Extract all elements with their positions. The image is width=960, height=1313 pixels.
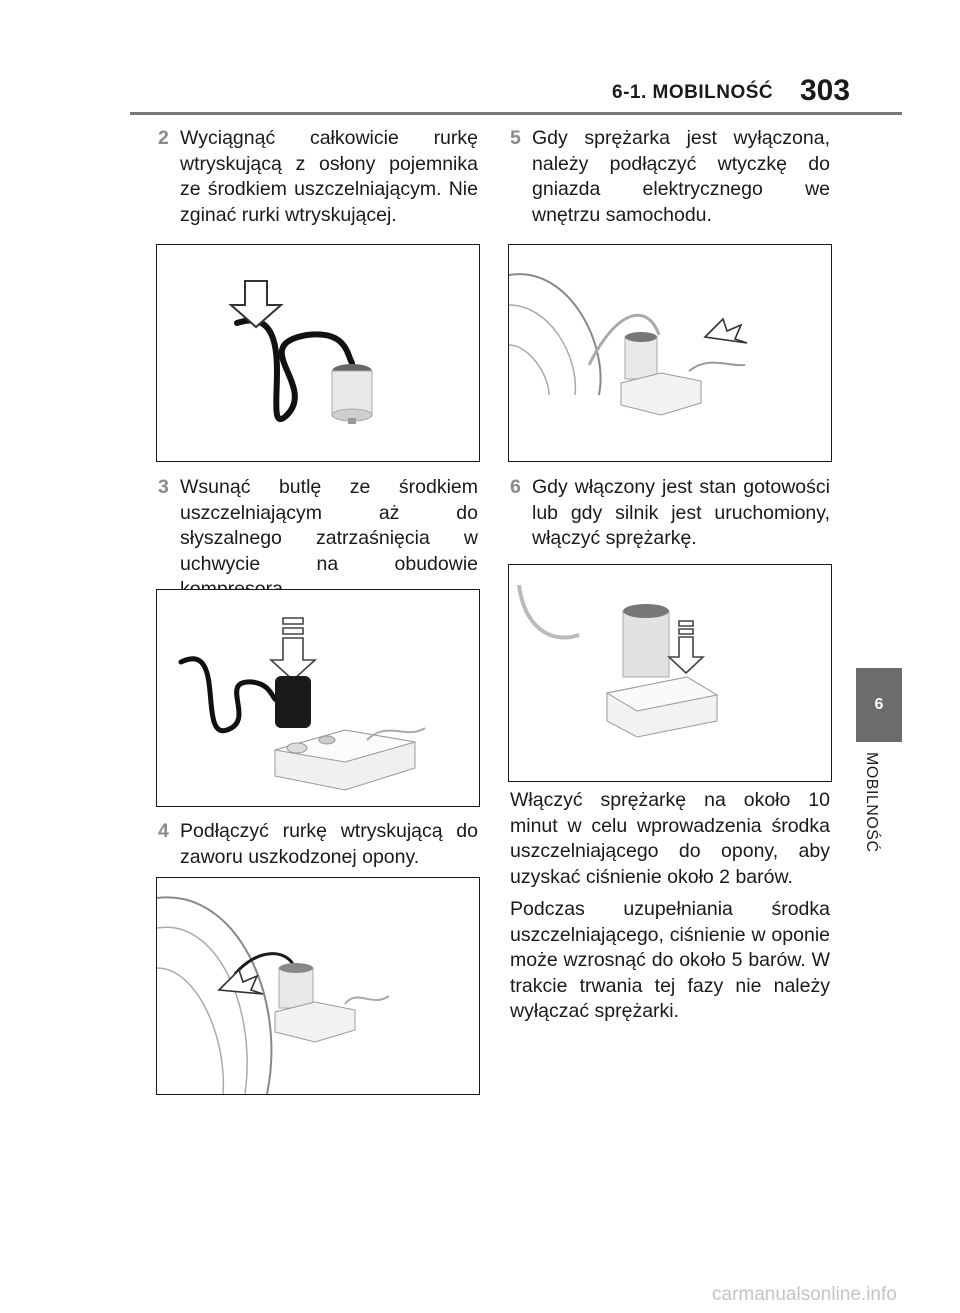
hose-bottle-illustration — [157, 245, 479, 461]
figure-insert-bottle — [156, 589, 480, 807]
figure-injection-hose — [156, 244, 480, 462]
chapter-number: 6 — [874, 696, 884, 713]
bottle-compressor-illustration — [157, 590, 479, 806]
step-number: 5 — [510, 127, 521, 149]
step-text: Wyciągnąć całkowicie rurkę wtryskującą z osłony pojemnika ze środkiem uszczelniającym. Nie zginać rurki wtryskującej. — [180, 127, 478, 226]
compressor-switch-illustration — [509, 565, 831, 781]
step-number: 4 — [158, 820, 169, 842]
step-3 — [158, 475, 478, 603]
step-number: 3 — [158, 476, 169, 498]
step-text: Podłączyć rurkę wtryskującą do zaworu uszkodzonej opony. — [180, 820, 478, 868]
step-6 — [510, 475, 830, 552]
step-5 — [510, 126, 830, 228]
header-divider — [130, 112, 902, 115]
page-number: 303 — [800, 74, 851, 107]
compressor-plug-illustration — [509, 245, 831, 461]
section-title: 6-1. MOBILNOŚĆ — [612, 82, 774, 103]
paragraph-inflate: Włączyć sprężarkę na około 10 minut w celu wprowadzenia środka uszczelniającego do opony, aby uzyskać ciśnienie około 2 barów. — [510, 789, 830, 888]
step-number: 6 — [510, 476, 521, 498]
figure-plug-socket — [508, 244, 832, 462]
step-text: Gdy sprężarka jest wyłączona, należy podłączyć wtyczkę do gniazda elektrycznego we wnętrzu samochodu. — [532, 127, 830, 226]
watermark: carmanualsonline.info — [712, 1284, 897, 1305]
chapter-label: MOBILNOŚĆ — [863, 752, 880, 853]
step-4 — [158, 819, 478, 870]
paragraph-pressure: Podczas uzupełniania środka uszczelniającego, ciśnienie w oponie może wzrosnąć do około 5 barów. W trakcie trwania tej fazy nie należy wyłączać sprężarki. — [510, 898, 830, 1022]
step-text: Gdy włączony jest stan gotowości lub gdy silnik jest uruchomiony, włączyć sprężarkę. — [532, 476, 830, 549]
step-text: Wsunąć butlę ze środkiem uszczelniającym aż do słyszalnego zatrzaśnięcia w uchwycie na obudowie — [180, 476, 478, 575]
step-2 — [158, 126, 478, 228]
step-number: 2 — [158, 127, 169, 149]
figure-switch-on — [508, 564, 832, 782]
tire-valve-illustration — [157, 878, 479, 1094]
figure-connect-valve — [156, 877, 480, 1095]
chapter-tab — [856, 668, 902, 742]
